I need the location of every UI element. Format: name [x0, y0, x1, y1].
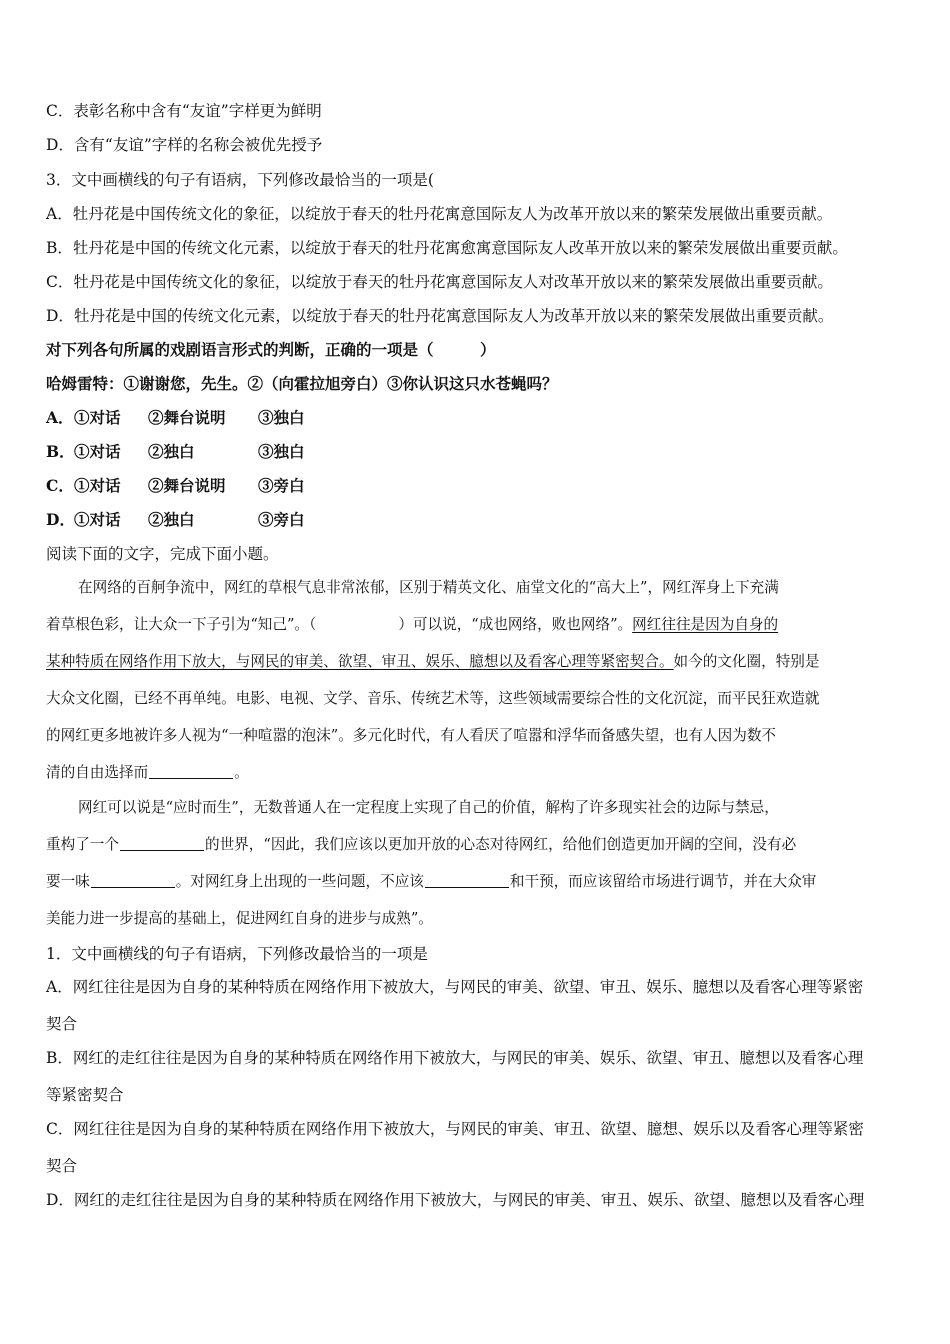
option-part-3: ③独白	[258, 408, 305, 427]
q1-stem: 1．文中画横线的句子有语病，下列修改最恰当的一项是	[46, 945, 428, 963]
fill-blank	[91, 873, 175, 888]
option-part-2: ②独白	[148, 510, 195, 529]
option-letter: B．	[46, 442, 75, 461]
option-part-2: ②舞台说明	[148, 408, 226, 427]
option-part-3: ③独白	[258, 442, 305, 461]
fill-blank	[120, 836, 204, 851]
option-part-3: ③旁白	[258, 510, 305, 529]
option-part-2: ②舞台说明	[148, 476, 226, 495]
q1-option-d-line1: D．网红的走红往往是因为自身的某种特质在网络作用下被放大，与网民的审美、审丑、娱乐、欲望、臆想以及看客心理	[46, 1191, 865, 1209]
drama-option-c	[46, 476, 305, 496]
passage-text: 如今的文化圈，特别是	[673, 653, 820, 670]
option-part-1: ①对话	[74, 476, 121, 495]
drama-question-stem: 对下列各句所属的戏剧语言形式的判断，正确的一项是（ ）	[46, 340, 496, 359]
drama-option-a	[46, 408, 305, 428]
passage-text: 的世界，“因此，我们应该以更加开放的心态对待网红，给他们创造更加开阔的空间，没有必	[204, 836, 797, 853]
option-letter: A．	[46, 408, 74, 427]
passage-p1-line6	[46, 763, 249, 783]
q1-option-a-line1: A．网红往往是因为自身的某种特质在网络作用下被放大，与网民的审美、欲望、审丑、娱乐、臆想以及看客心理等紧密	[46, 978, 864, 996]
underlined-sentence: 某种特质在网络作用下放大，与网民的审美、欲望、审丑、娱乐、臆想以及看客心理等紧密契合。	[46, 653, 674, 670]
q3-option-b: B．牡丹花是中国的传统文化元素，以绽放于春天的牡丹花寓愈寓意国际友人改革开放以来的繁荣发展做出重要贡献。	[46, 239, 848, 257]
reading-intro: 阅读下面的文字，完成下面小题。	[46, 545, 279, 563]
passage-p1-line2	[46, 615, 778, 635]
fill-blank	[425, 873, 509, 888]
passage-text: 清的自由选择而	[46, 764, 149, 781]
q2-option-c: C．表彰名称中含有“友谊”字样更为鲜明	[46, 102, 322, 120]
passage-text: ）可以说，“成也网络，败也网络”。	[398, 616, 633, 633]
q1-option-c-line1: C．网红往往是因为自身的某种特质在网络作用下被放大，与网民的审美、审丑、欲望、臆想、娱乐以及看客心理等紧密	[46, 1120, 864, 1138]
passage-p2-line4: 美能力进一步提高的基础上，促进网红自身的进步与成熟”。	[46, 910, 433, 927]
passage-p1-line4: 大众文化圈，已经不再单纯。电影、电视、文学、音乐、传统艺术等，这些领域需要综合性的文化沉淀，而平民狂欢造就	[46, 690, 820, 707]
option-part-1: ①对话	[74, 510, 121, 529]
passage-p2-line2	[46, 835, 796, 855]
passage-p1-line5: 的网红更多地被许多人视为“一种喧嚣的泡沫”。多元化时代，有人看厌了喧嚣和浮华而备感失望，也有人因为数不	[46, 727, 777, 744]
passage-text: 着草根色彩，让大众一下子引为“知己”。（	[46, 616, 317, 633]
q2-option-d: D．含有“友谊”字样的名称会被优先授予	[46, 136, 323, 154]
option-part-1: ①对话	[74, 408, 121, 427]
q3-option-c: C．牡丹花是中国传统文化的象征，以绽放于春天的牡丹花寓意国际友人对改革开放以来的繁荣发展做出重要贡献。	[46, 273, 833, 291]
option-part-1: ①对话	[74, 442, 121, 461]
q1-option-c-line2: 契合	[46, 1157, 78, 1175]
option-part-3: ③旁白	[258, 476, 305, 495]
q1-option-a-line2: 契合	[46, 1015, 78, 1033]
option-letter: C．	[46, 476, 74, 495]
passage-text: 重构了一个	[46, 836, 119, 853]
passage-p2-line1: 网红可以说是“应时而生”，无数普通人在一定程度上实现了自己的价值，解构了许多现实社会的边际与禁忌，	[78, 799, 779, 816]
passage-p2-line3	[46, 872, 816, 892]
q3-option-d: D．牡丹花是中国的传统文化元素，以绽放于春天的牡丹花寓意国际友人为改革开放以来的繁荣发展做出重要贡献。	[46, 307, 834, 325]
drama-sentence: 哈姆雷特：①谢谢您，先生。②（向霍拉旭旁白）③你认识这只水苍蝇吗？	[46, 374, 558, 393]
underlined-sentence: 网红往往是因为自身的	[632, 616, 779, 633]
passage-text: 和干预，而应该留给市场进行调节，并在大众审	[509, 873, 817, 890]
option-part-2: ②独白	[148, 442, 195, 461]
option-letter: D．	[46, 510, 75, 529]
drama-option-d	[46, 510, 305, 530]
q1-option-b-line1: B．网红的走红往往是因为自身的某种特质在网络作用下被放大，与网民的审美、娱乐、欲望、审丑、臆想以及看客心理	[46, 1049, 864, 1067]
q1-option-b-line2: 等紧密契合	[46, 1086, 124, 1104]
passage-p1-line1: 在网络的百舸争流中，网红的草根气息非常浓郁，区别于精英文化、庙堂文化的“高大上”，网红浑身上下充满	[78, 579, 779, 596]
q3-option-a: A．牡丹花是中国传统文化的象征，以绽放于春天的牡丹花寓意国际友人为改革开放以来的繁荣发展做出重要贡献。	[46, 205, 833, 223]
passage-p1-line3	[46, 652, 820, 672]
passage-text: 。	[234, 764, 249, 781]
passage-text: 要一味	[46, 873, 90, 890]
q3-stem: 3．文中画横线的句子有语病，下列修改最恰当的一项是(	[46, 171, 434, 189]
drama-option-b	[46, 442, 305, 462]
fill-blank	[149, 764, 233, 779]
passage-text: 。对网红身上出现的一些问题，不应该	[175, 873, 424, 890]
